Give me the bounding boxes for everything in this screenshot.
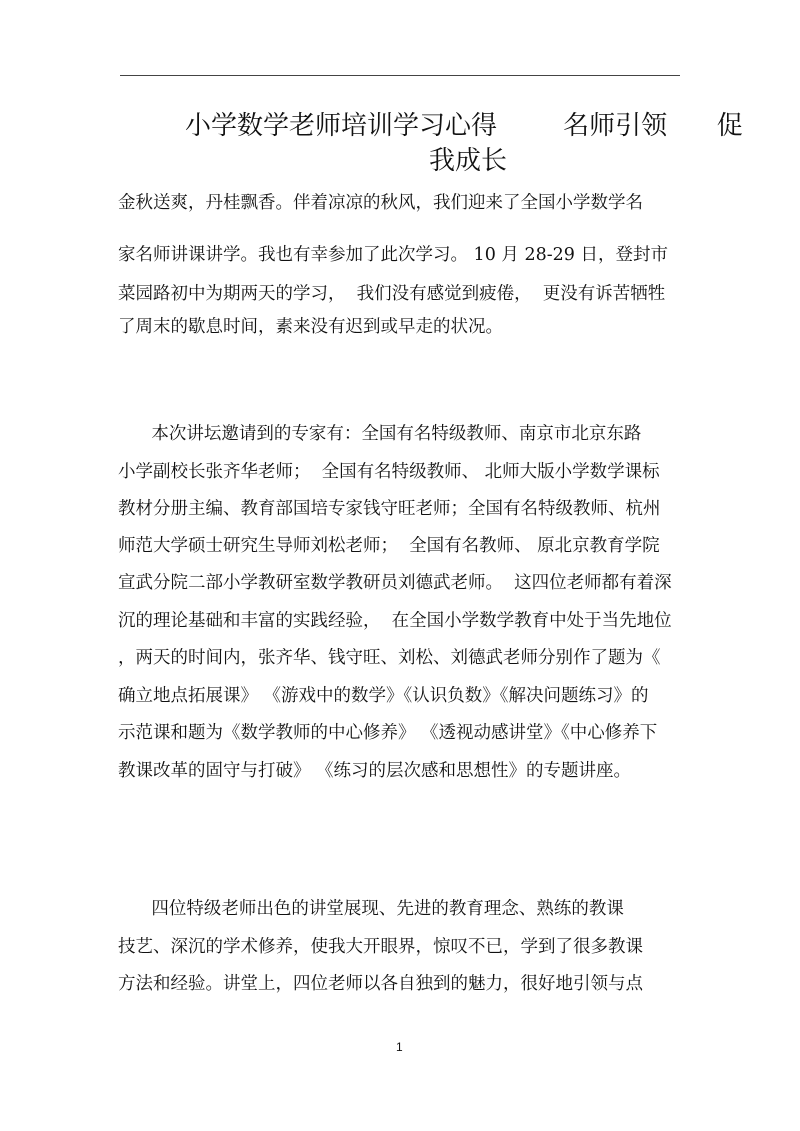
paragraph-2-line-7: ，两天的时间内，张齐华、钱守旺、刘松、刘德武老师分别作了题为《: [118, 648, 661, 668]
paragraph-1-line-4: 了周末的歇息时间，素来没有迟到或早走的状况。: [118, 317, 503, 337]
header-rule: [120, 75, 680, 76]
paragraph-3-line-3: 方法和经验。讲堂上，四位老师以各自独到的魅力，很好地引领与点: [118, 974, 643, 994]
paragraph-1-line-3: 菜园路初中为期两天的学习， 我们没有感觉到疲倦， 更没有诉苦牺牲: [118, 284, 666, 304]
document-title-line-1: 小学数学老师培训学习心得 名师引领 促: [185, 111, 743, 141]
paragraph-3-line-1: 四位特级老师出色的讲堂展现、先进的教育理念、熟练的教课: [118, 899, 624, 919]
paragraph-1-line-1: 金秋送爽，丹桂飘香。伴着凉凉的秋风，我们迎来了全国小学数学名: [118, 193, 643, 213]
paragraph-2-line-10: 教课改革的固守与打破》 《练习的层次感和思想性》的专题讲座。: [118, 761, 632, 781]
paragraph-3-line-2: 技艺、深沉的学术修养，使我大开眼界，惊叹不已，学到了很多教课: [118, 937, 643, 957]
paragraph-2-line-6: 沉的理论基础和丰富的实践经验， 在全国小学数学教育中处于当先地位: [118, 611, 672, 631]
paragraph-2-line-3: 教材分册主编、教育部国培专家钱守旺老师；全国有名特级教师、杭州: [118, 499, 661, 519]
paragraph-1-line-2: 家名师讲课讲学。我也有幸参加了此次学习。 10 月 28-29 日，登封市: [118, 245, 668, 265]
paragraph-2-line-2: 小学副校长张齐华老师； 全国有名特级教师、 北师大版小学数学课标: [118, 462, 660, 482]
paragraph-2-line-4: 师范大学硕士研究生导师刘松老师； 全国有名教师、 原北京教育学院: [118, 536, 660, 556]
paragraph-2-line-1: 本次讲坛邀请到的专家有：全国有名特级教师、南京市北京东路: [118, 424, 642, 444]
page-number: 1: [396, 1040, 403, 1054]
paragraph-2-line-5: 宣武分院二部小学教研室数学教研员刘德武老师。 这四位老师都有着深: [118, 573, 672, 593]
paragraph-2-line-9: 示范课和题为《数学教师的中心修养》 《透视动感讲堂》《中心修养下: [118, 723, 658, 743]
document-title-line-2: 我成长: [429, 146, 508, 176]
paragraph-2-line-8: 确立地点拓展课》 《游戏中的数学》《认识负数》《解决问题练习》的: [118, 686, 649, 706]
